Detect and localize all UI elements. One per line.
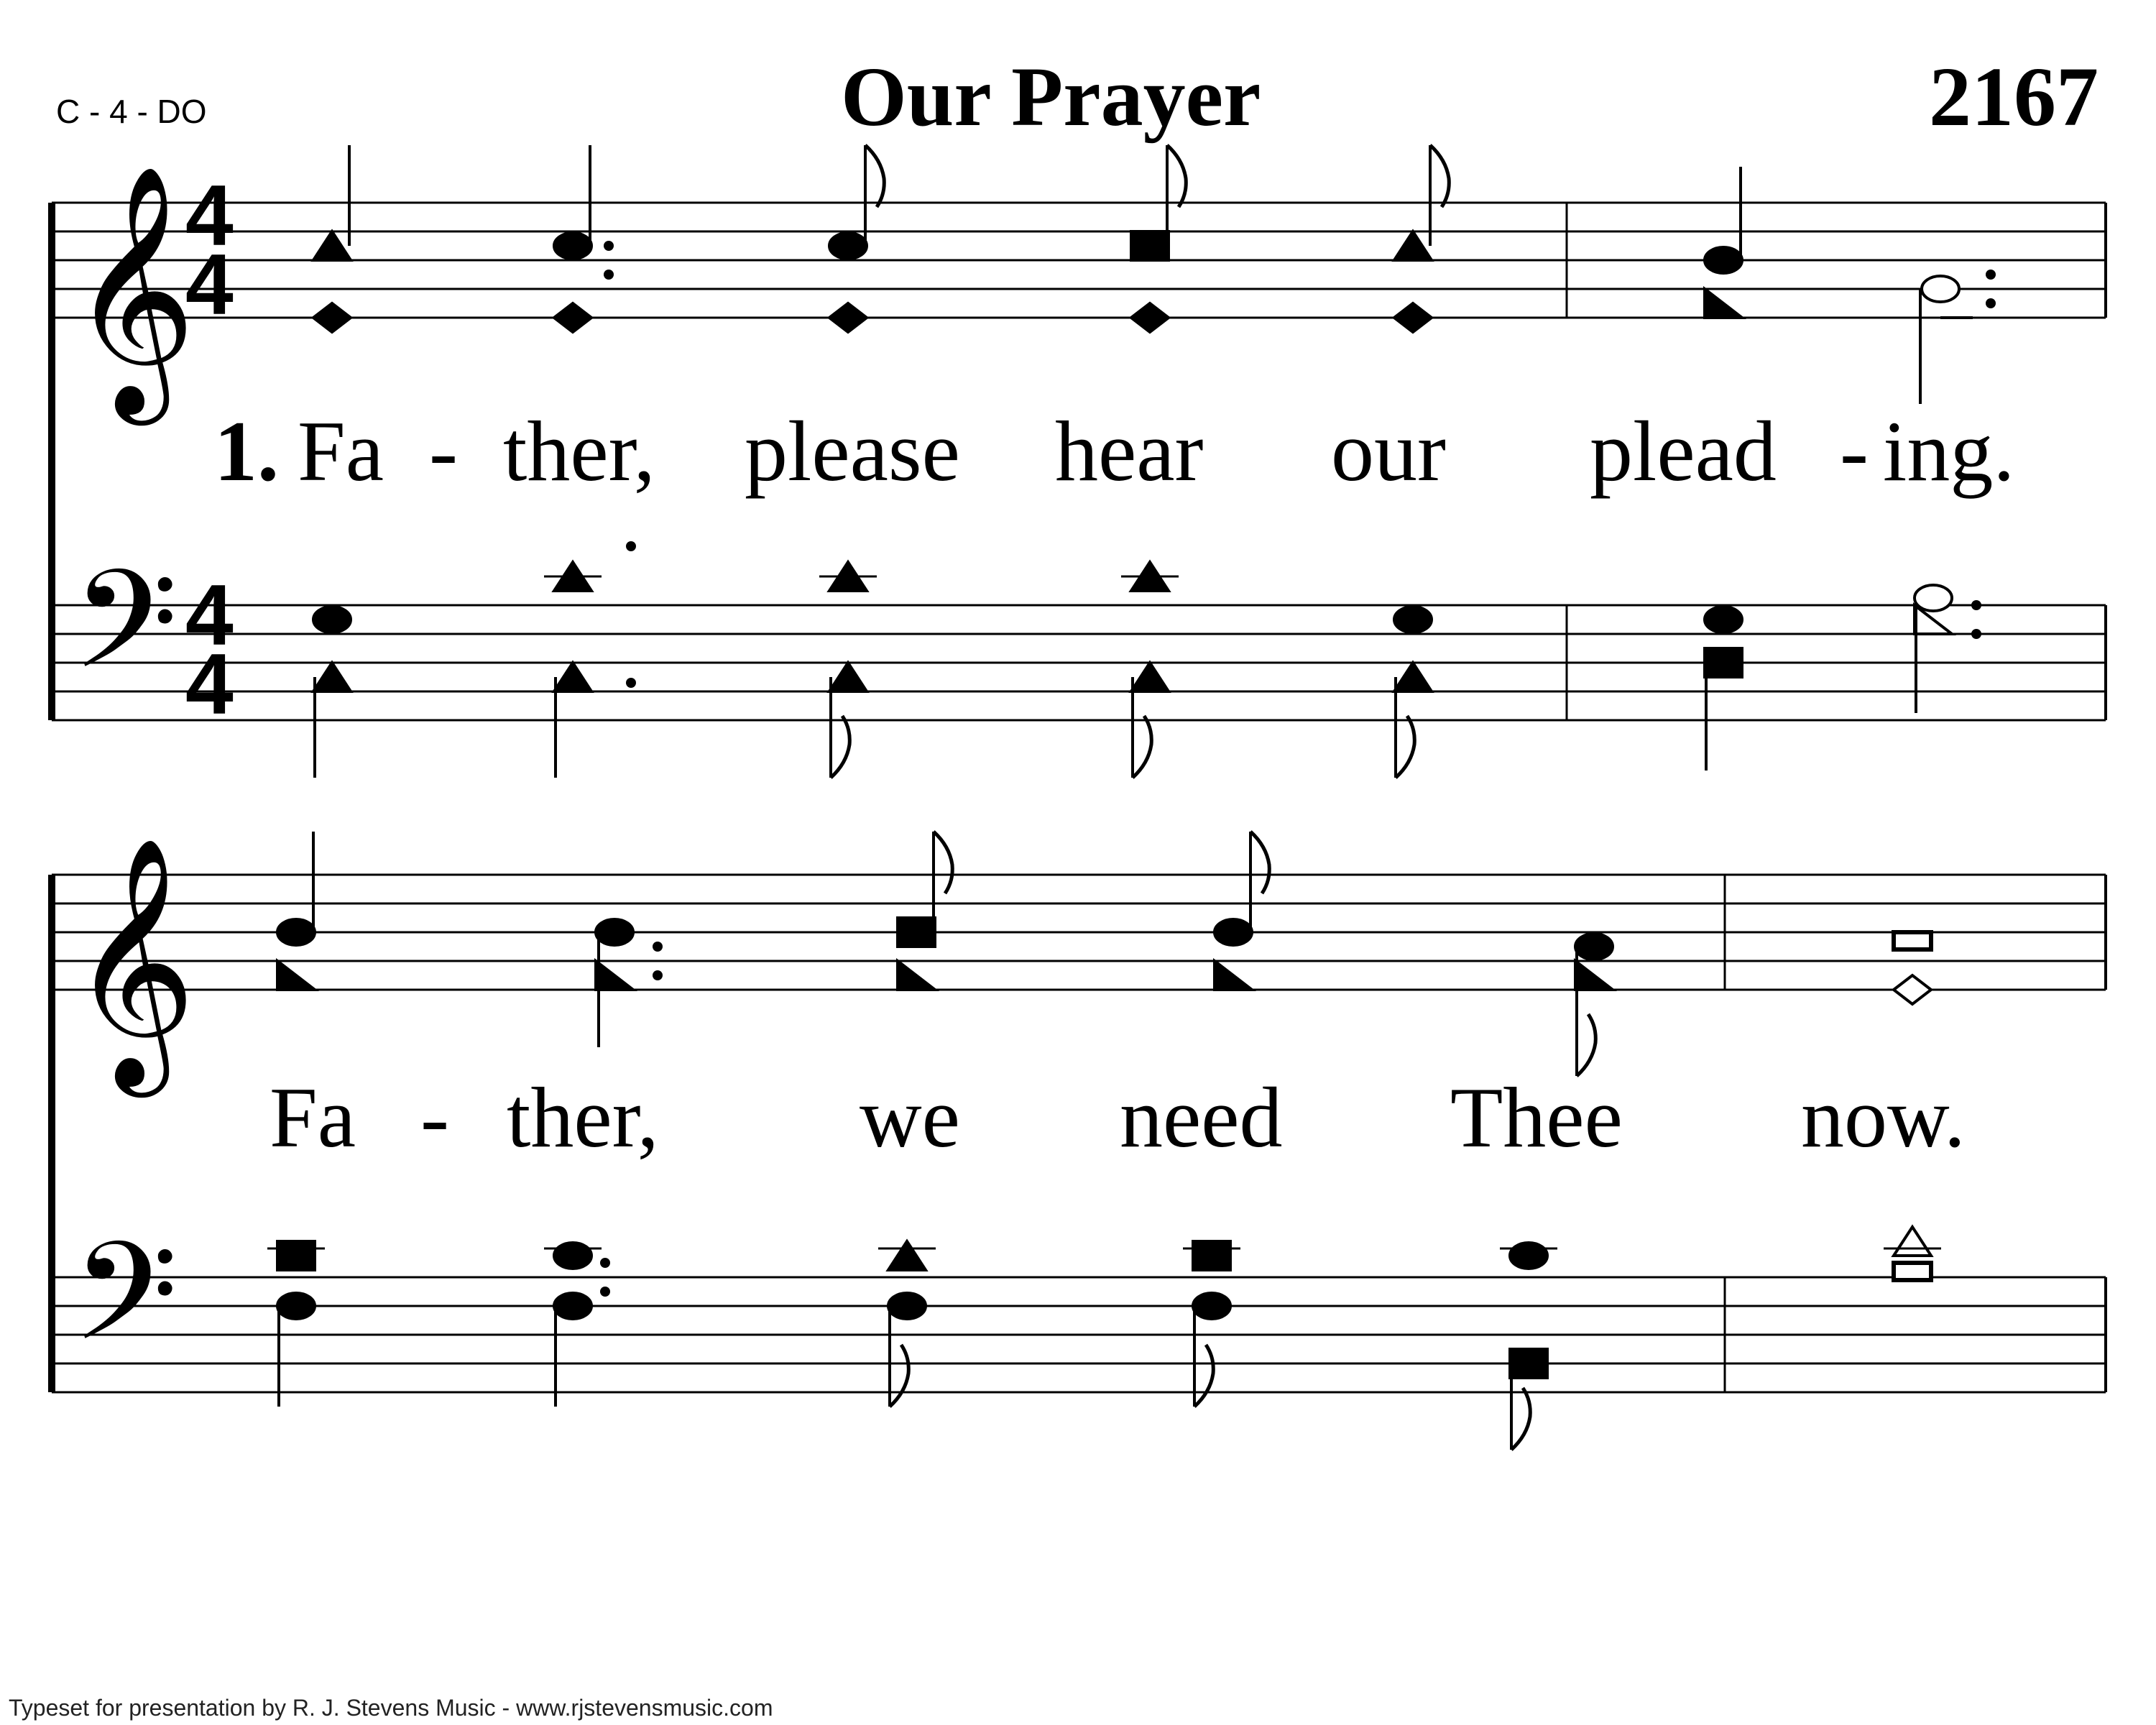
augmentation-dot [604,270,614,280]
note-head [313,303,351,332]
note-head [1575,934,1613,960]
augmentation-dot [604,241,614,251]
treble-clef-icon: 𝄞 [69,835,197,1086]
note-flag [1430,145,1449,207]
augmentation-dot [1986,298,1996,308]
note-head [1915,585,1952,611]
lyric-syllable: ther, [507,1070,659,1165]
note-head [277,1241,315,1270]
lyric-syllable: plead [1590,403,1777,499]
note-head [1394,303,1432,332]
key-code: C - 4 - DO [56,93,207,130]
lyric-syllable: we [860,1070,960,1165]
treble-clef-icon: 𝄞 [69,163,197,414]
note-head [1922,276,1959,302]
lyric-hyphen: - [420,1070,449,1165]
lyric-hyphen: - [1840,403,1869,499]
lyric-syllable: need [1120,1070,1283,1165]
note-flag [934,832,952,893]
lyric-syllable: our [1331,403,1446,499]
note-flag [1167,145,1186,207]
augmentation-dot [1971,629,1981,639]
augmentation-dot [600,1287,610,1297]
lyric-syllable: Fa [298,403,384,499]
note-head [1510,1349,1547,1378]
note-head [596,961,633,990]
note-head [313,231,351,260]
lyric-syllable: Fa [270,1070,356,1165]
note-flag [1511,1388,1530,1450]
footer-credit: Typeset for presentation by R. J. Stevens Music - www.rjstevensmusic.com [9,1695,773,1721]
note-head [277,919,315,945]
note-head [829,233,867,259]
time-signature-bottom: 4 [185,636,234,732]
augmentation-dot [1986,270,1996,280]
note-head [1131,303,1169,332]
note-head [1193,1293,1230,1319]
note-head [277,961,315,990]
augmentation-dot [1971,600,1981,610]
time-signature-bottom: 4 [185,236,234,333]
note-head [554,1293,591,1319]
note-head [313,663,351,691]
lyric-syllable: ther, [503,403,655,499]
augmentation-dot [626,541,636,551]
clefs [69,163,196,1405]
verse-number: 1. [214,403,279,499]
hymn-number: 2167 [1929,50,2099,144]
note-head [554,1243,591,1269]
staff-lines [52,203,2106,1392]
augmentation-dot [653,942,663,952]
note-head [1510,1243,1547,1269]
note-head [554,233,591,259]
augmentation-dot [600,1258,610,1268]
note-head [1131,663,1169,691]
augmentation-dot [653,970,663,980]
note-head [313,607,351,632]
note-flag [1194,1345,1213,1407]
note-head [1575,961,1613,990]
note-head [1705,289,1742,318]
note-head [829,663,867,691]
note-flag [865,145,884,207]
note-flag [1577,1014,1595,1076]
note-flag [831,716,849,778]
note-head [1894,1227,1931,1256]
note-head [829,303,867,332]
note-flag [1396,716,1414,778]
note-head [1193,1241,1230,1270]
time-signature-top: 4 [185,167,234,264]
note-head [1394,663,1432,691]
note-head [596,919,633,945]
whole-note-head [1894,932,1931,949]
note-head [554,303,591,332]
time-signature-top: 4 [185,567,234,663]
lyric-syllable: hear [1055,403,1204,499]
lyric-syllable: now. [1801,1070,1966,1165]
notes [267,145,1996,1450]
bass-clef-icon: 𝄢 [72,541,178,733]
note-head [1394,231,1432,260]
note-flag [1133,716,1151,778]
augmentation-dot [626,678,636,688]
bass-clef-icon: 𝄢 [72,1213,178,1405]
note-flag [890,1345,908,1407]
note-head [898,918,935,947]
note-head [888,1241,926,1270]
note-head [1215,919,1252,945]
whole-note-head [1894,1263,1931,1280]
note-head [1705,648,1742,677]
hymn-title: Our Prayer [841,50,1261,144]
note-head [888,1293,926,1319]
note-head [1394,607,1432,632]
lyric-syllable: please [745,403,960,499]
note-head [1131,231,1169,260]
lyric-hyphen: - [429,403,458,499]
note-head [277,1293,315,1319]
lyric-syllable: ing. [1883,403,2015,499]
note-head [1705,247,1742,273]
note-head [1894,975,1931,1004]
note-head [554,663,591,691]
note-head [1705,607,1742,632]
note-head [1215,961,1252,990]
note-flag [1250,832,1269,893]
lyric-syllable: Thee [1450,1070,1623,1165]
note-head [898,961,935,990]
